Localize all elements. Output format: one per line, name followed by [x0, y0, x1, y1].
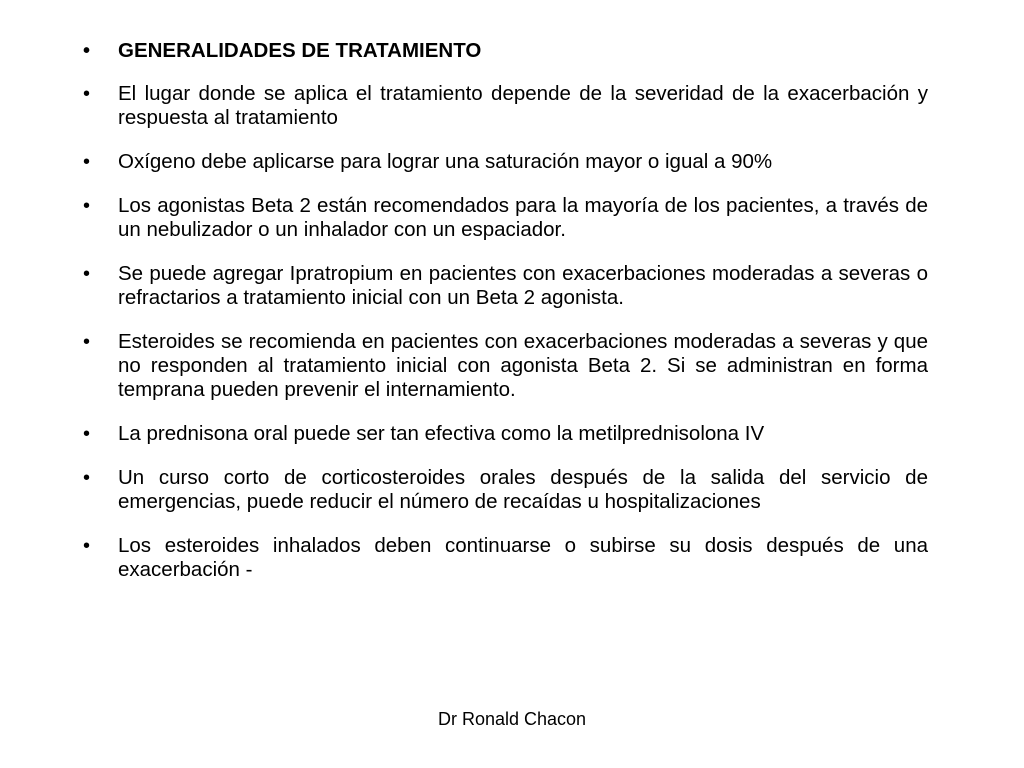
bullet-item [80, 262, 928, 310]
bullet-item [80, 422, 928, 446]
bullet-icon: • [83, 423, 91, 445]
bullet-text: La prednisona oral puede ser tan efectiva como la metilprednisolona IV [118, 422, 765, 445]
bullet-item [80, 150, 928, 174]
bullet-icon: • [83, 263, 91, 285]
bullet-text: Un curso corto de corticosteroides orales después de la salida del servicio de emergencias, puede reducir el número de recaídas u hospitalizaciones [118, 466, 928, 513]
bullet-text: Los esteroides inhalados deben continuarse o subirse su dosis después de una exacerbación - [118, 534, 928, 581]
bullet-icon: • [83, 467, 91, 489]
bullet-icon: • [83, 331, 91, 353]
bullet-text: Oxígeno debe aplicarse para lograr una saturación mayor o igual a 90% [118, 150, 773, 173]
bullet-item [80, 194, 928, 242]
bullet-text: El lugar donde se aplica el tratamiento depende de la severidad de la exacerbación y respuesta al tratamiento [118, 82, 928, 129]
bullet-text: Se puede agregar Ipratropium en pacientes con exacerbaciones moderadas a severas o refractarios a tratamiento inicial con un Beta 2 agonista. [118, 262, 928, 309]
bullet-icon: • [83, 151, 91, 173]
bullet-item [80, 82, 928, 130]
bullet-item [80, 466, 928, 514]
slide-title-item [80, 39, 928, 63]
bullet-text: Los agonistas Beta 2 están recomendados para la mayoría de los pacientes, a través de un nebulizador o un inhalador con un espaciador. [118, 194, 928, 241]
bullet-item [80, 534, 928, 582]
bullet-icon: • [83, 535, 91, 557]
footer-author: Dr Ronald Chacon [437, 709, 587, 729]
bullet-icon: • [83, 83, 91, 105]
bullet-item [80, 330, 928, 402]
bullet-icon: • [83, 195, 91, 217]
bullet-list [80, 39, 928, 602]
bullet-icon: • [83, 40, 91, 62]
slide-title: GENERALIDADES DE TRATAMIENTO [118, 39, 482, 62]
bullet-text: Esteroides se recomienda en pacientes con exacerbaciones moderadas a severas y que no responden al tratamiento inicial con agonista Beta 2. Si se administran en forma temprana pueden prevenir el internamiento. [118, 330, 928, 401]
